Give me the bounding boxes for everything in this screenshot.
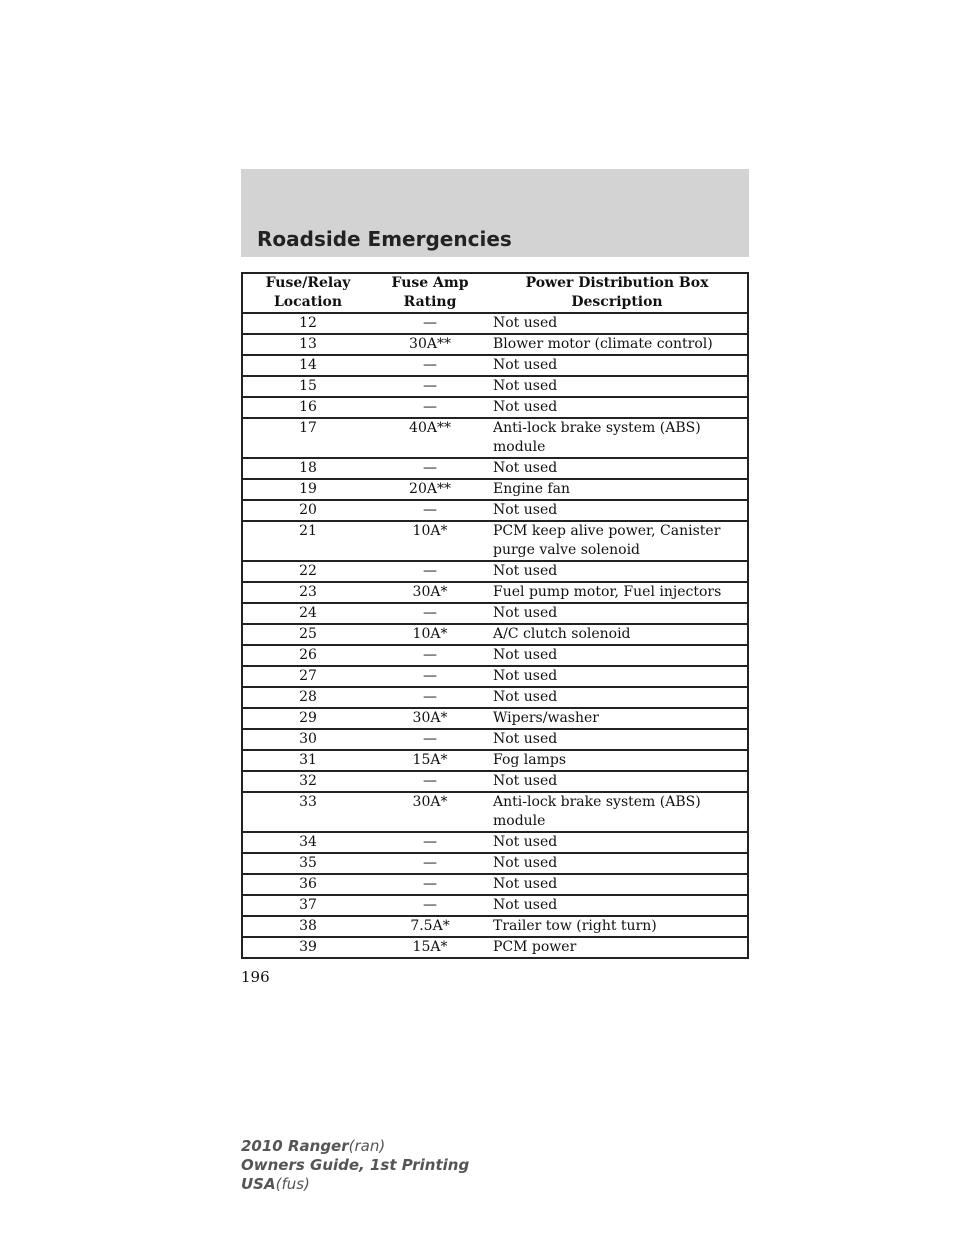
cell-location: 34 <box>242 832 373 853</box>
cell-description: Not used <box>487 832 748 853</box>
cell-description: Not used <box>487 874 748 895</box>
cell-amp-rating: — <box>373 832 487 853</box>
table-row <box>242 832 748 853</box>
table-row <box>242 916 748 937</box>
table-row <box>242 708 748 729</box>
table-row <box>242 334 748 355</box>
cell-location: 12 <box>242 313 373 334</box>
cell-description: A/C clutch solenoid <box>487 624 748 645</box>
cell-location: 27 <box>242 666 373 687</box>
cell-amp-rating: 7.5A* <box>373 916 487 937</box>
cell-amp-rating: — <box>373 313 487 334</box>
footer-market-code: (fus) <box>275 1175 310 1193</box>
cell-amp-rating: 20A** <box>373 479 487 500</box>
cell-description: Anti-lock brake system (ABS) module <box>487 418 748 458</box>
footer <box>241 1137 469 1194</box>
cell-location: 37 <box>242 895 373 916</box>
cell-amp-rating: — <box>373 458 487 479</box>
cell-location: 19 <box>242 479 373 500</box>
table-row <box>242 500 748 521</box>
cell-amp-rating: 10A* <box>373 624 487 645</box>
footer-model: 2010 Ranger <box>241 1137 349 1155</box>
cell-amp-rating: — <box>373 376 487 397</box>
page-number: 196 <box>241 968 270 986</box>
cell-amp-rating: — <box>373 771 487 792</box>
cell-location: 16 <box>242 397 373 418</box>
cell-location: 32 <box>242 771 373 792</box>
cell-description: Trailer tow (right turn) <box>487 916 748 937</box>
cell-description: Blower motor (climate control) <box>487 334 748 355</box>
cell-amp-rating: — <box>373 853 487 874</box>
cell-description: Not used <box>487 603 748 624</box>
cell-description: Not used <box>487 729 748 750</box>
cell-description: Wipers/washer <box>487 708 748 729</box>
cell-description: Not used <box>487 895 748 916</box>
cell-description: Fuel pump motor, Fuel injectors <box>487 582 748 603</box>
cell-amp-rating: — <box>373 895 487 916</box>
cell-description: Not used <box>487 771 748 792</box>
table-row <box>242 853 748 874</box>
cell-description: Not used <box>487 397 748 418</box>
section-header-band <box>241 169 749 257</box>
table-row <box>242 687 748 708</box>
cell-location: 13 <box>242 334 373 355</box>
cell-amp-rating: — <box>373 874 487 895</box>
cell-amp-rating: — <box>373 666 487 687</box>
cell-description: PCM power <box>487 937 748 958</box>
cell-location: 17 <box>242 418 373 458</box>
cell-description: Fog lamps <box>487 750 748 771</box>
cell-description: Not used <box>487 313 748 334</box>
cell-description: Not used <box>487 666 748 687</box>
cell-amp-rating: 30A* <box>373 792 487 832</box>
cell-location: 29 <box>242 708 373 729</box>
cell-amp-rating: 30A* <box>373 582 487 603</box>
cell-amp-rating: — <box>373 561 487 582</box>
cell-location: 30 <box>242 729 373 750</box>
cell-description: Anti-lock brake system (ABS) module <box>487 792 748 832</box>
cell-location: 22 <box>242 561 373 582</box>
cell-amp-rating: — <box>373 397 487 418</box>
cell-description: Not used <box>487 458 748 479</box>
cell-location: 14 <box>242 355 373 376</box>
footer-model-code: (ran) <box>348 1137 386 1155</box>
table-row <box>242 355 748 376</box>
footer-market: USA <box>241 1175 276 1193</box>
cell-amp-rating: — <box>373 645 487 666</box>
cell-description: Not used <box>487 500 748 521</box>
cell-amp-rating: — <box>373 500 487 521</box>
table-header-row <box>242 273 748 313</box>
table-row <box>242 874 748 895</box>
cell-location: 21 <box>242 521 373 561</box>
cell-description: Not used <box>487 355 748 376</box>
cell-location: 23 <box>242 582 373 603</box>
cell-description: Not used <box>487 645 748 666</box>
cell-amp-rating: 10A* <box>373 521 487 561</box>
cell-amp-rating: — <box>373 687 487 708</box>
table-row <box>242 582 748 603</box>
table-row <box>242 376 748 397</box>
cell-amp-rating: 15A* <box>373 750 487 771</box>
cell-location: 18 <box>242 458 373 479</box>
section-title: Roadside Emergencies <box>257 227 512 251</box>
cell-amp-rating: — <box>373 603 487 624</box>
cell-description: Engine fan <box>487 479 748 500</box>
table-row <box>242 521 748 561</box>
column-header-description: Power Distribution Box Description <box>487 273 748 313</box>
cell-location: 28 <box>242 687 373 708</box>
table-row <box>242 479 748 500</box>
cell-location: 26 <box>242 645 373 666</box>
table-row <box>242 624 748 645</box>
cell-location: 24 <box>242 603 373 624</box>
table-row <box>242 771 748 792</box>
table-row <box>242 645 748 666</box>
table-row <box>242 729 748 750</box>
cell-location: 38 <box>242 916 373 937</box>
table-row <box>242 666 748 687</box>
table-row <box>242 792 748 832</box>
column-header-amp-rating: Fuse Amp Rating <box>373 273 487 313</box>
cell-location: 39 <box>242 937 373 958</box>
footer-line-1 <box>241 1137 469 1156</box>
cell-description: PCM keep alive power, Canister purge valve solenoid <box>487 521 748 561</box>
cell-description: Not used <box>487 853 748 874</box>
cell-location: 20 <box>242 500 373 521</box>
fuse-table <box>241 272 749 959</box>
cell-amp-rating: — <box>373 729 487 750</box>
table-row <box>242 561 748 582</box>
table-row <box>242 313 748 334</box>
cell-location: 35 <box>242 853 373 874</box>
table-row <box>242 895 748 916</box>
table-row <box>242 603 748 624</box>
footer-line-3 <box>241 1175 469 1194</box>
cell-location: 33 <box>242 792 373 832</box>
table-row <box>242 937 748 958</box>
cell-description: Not used <box>487 687 748 708</box>
table-row <box>242 750 748 771</box>
cell-description: Not used <box>487 561 748 582</box>
cell-amp-rating: 15A* <box>373 937 487 958</box>
cell-location: 15 <box>242 376 373 397</box>
cell-location: 36 <box>242 874 373 895</box>
column-header-location: Fuse/Relay Location <box>242 273 373 313</box>
cell-amp-rating: 40A** <box>373 418 487 458</box>
cell-amp-rating: 30A** <box>373 334 487 355</box>
cell-location: 31 <box>242 750 373 771</box>
cell-location: 25 <box>242 624 373 645</box>
cell-amp-rating: 30A* <box>373 708 487 729</box>
table-row <box>242 458 748 479</box>
cell-amp-rating: — <box>373 355 487 376</box>
footer-line-2: Owners Guide, 1st Printing <box>241 1156 470 1174</box>
cell-description: Not used <box>487 376 748 397</box>
table-row <box>242 418 748 458</box>
table-row <box>242 397 748 418</box>
